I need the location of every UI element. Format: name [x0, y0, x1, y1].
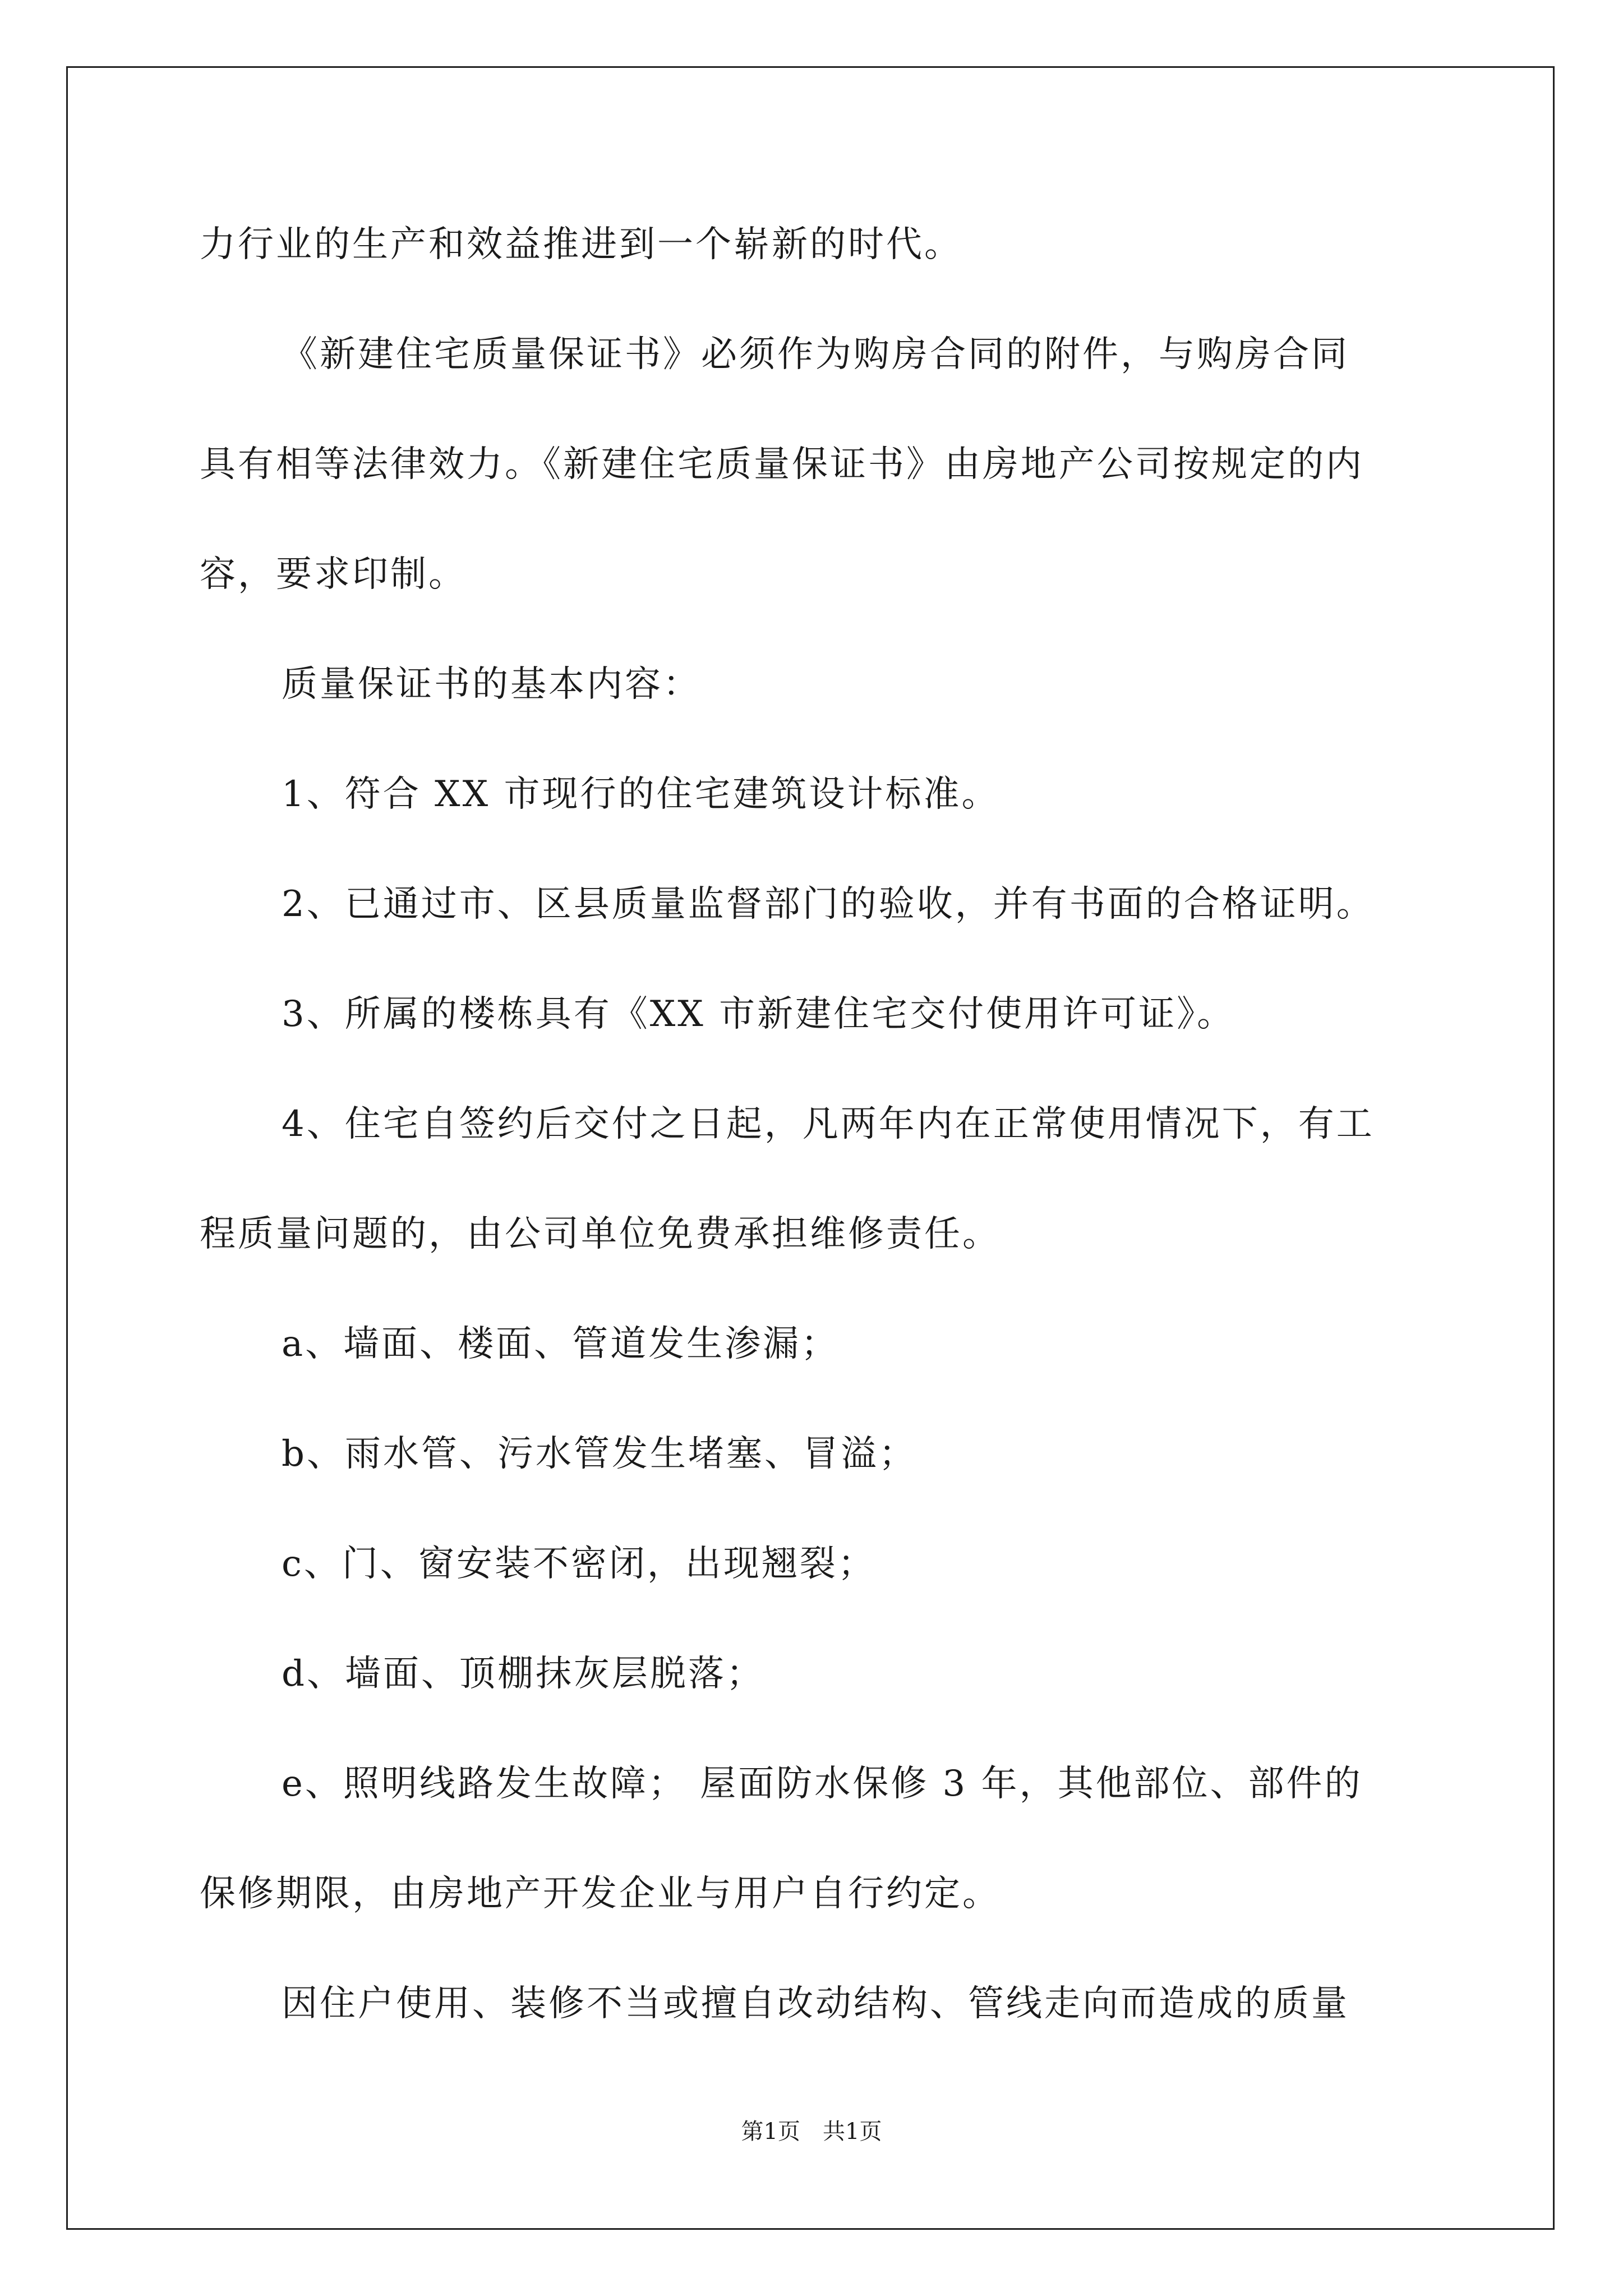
text-line: 容，要求印制。: [200, 554, 467, 595]
text-line: 因住户使用、装修不当或擅自改动结构、管线走向而造成的质量: [282, 1983, 1349, 2024]
text-line: d、墙面、顶棚抹灰层脱落；: [282, 1653, 764, 1695]
text-line: 3、所属的楼栋具有《XX 市新建住宅交付使用许可证》。: [282, 993, 1235, 1035]
text-line: 保修期限，由房地产开发企业与用户自行约定。: [200, 1873, 1000, 1915]
text-line: 质量保证书的基本内容：: [282, 664, 701, 705]
text-line: 程质量问题的，由公司单位免费承担维修责任。: [200, 1213, 1000, 1255]
text-line: 力行业的生产和效益推进到一个崭新的时代。: [200, 224, 962, 265]
text-line: c、门、窗安装不密闭，出现翘裂；: [282, 1543, 876, 1585]
text-line: 2、已通过市、区县质量监督部门的验收，并有书面的合格证明。: [282, 884, 1375, 925]
text-line: 1、符合 XX 市现行的住宅建筑设计标准。: [282, 774, 1000, 815]
text-line: 具有相等法律效力。《新建住宅质量保证书》由房地产公司按规定的内: [200, 444, 1364, 485]
text-line: b、雨水管、污水管发生堵塞、冒溢；: [282, 1433, 917, 1475]
text-line: 4、住宅自签约后交付之日起，凡两年内在正常使用情况下，有工: [282, 1103, 1375, 1145]
text-line: a、墙面、楼面、管道发生渗漏；: [282, 1323, 840, 1365]
text-line: 《新建住宅质量保证书》必须作为购房合同的附件，与购房合同: [282, 334, 1349, 375]
text-line: e、照明线路发生故障； 屋面防水保修 3 年，其他部位、部件的: [282, 1763, 1363, 1805]
page-number-footer: 第1页 共1页: [741, 2119, 882, 2145]
